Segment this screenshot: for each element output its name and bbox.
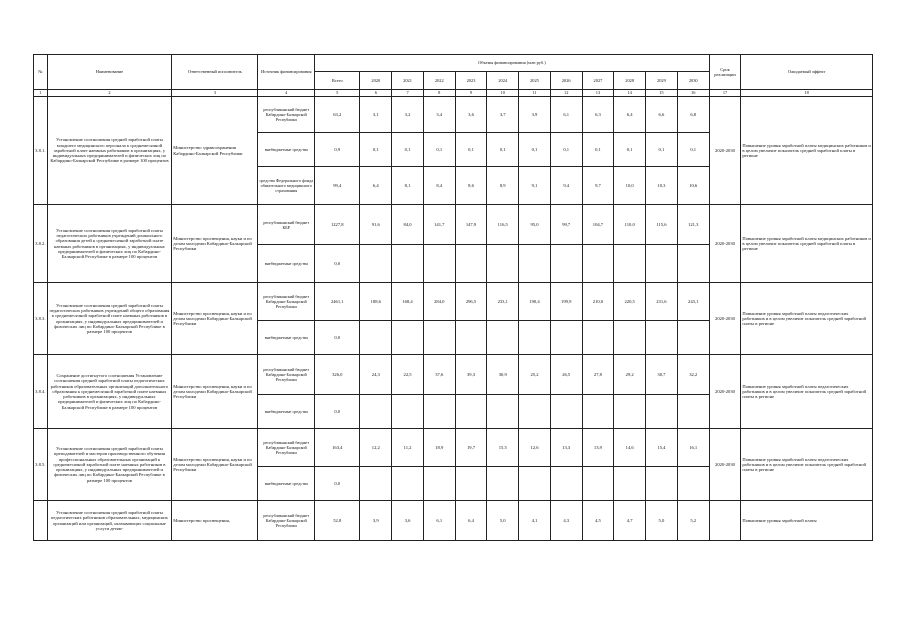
- header-year: 2021: [392, 72, 424, 90]
- row-value: 243,1: [677, 283, 709, 321]
- column-number: 14: [614, 90, 646, 97]
- row-period: 2020-2030: [709, 355, 741, 429]
- row-value: 30,7: [646, 355, 678, 395]
- row-name: Установление соотношения средней заработной платы преподавателей и мастеров производственного обучения профессиональных образовательных организаций к среднемесячной заработной плате наемных работников в организациях, у индивидуальных предпринимателей и физических лиц по Кабардино-Балкарской Республике в размере 100 процентов: [47, 429, 172, 501]
- header-name: Наименование: [47, 55, 172, 90]
- row-name: Установление соотношения средней заработной платы младшего медицинского персонала к среднемесячной заработной плате наемных работников в организациях, у индивидуальных предпринимателей и физических лиц по Кабардино-Балкарской Республике в размере 100 процентов: [47, 97, 172, 205]
- row-value: 8,4: [423, 167, 455, 205]
- row-executor: Министерство здравоохранения Кабардино-Балкарской Республики: [172, 97, 258, 205]
- row-value: 4,5: [582, 501, 614, 541]
- row-value: 14,6: [614, 429, 646, 467]
- row-value: [582, 321, 614, 355]
- row-value: [392, 321, 424, 355]
- row-value: [550, 321, 582, 355]
- header-year: 2024: [487, 72, 519, 90]
- row-source: внебюджетные средства: [258, 245, 315, 283]
- row-value: 8,1: [392, 167, 424, 205]
- row-value: 99,7: [550, 205, 582, 245]
- row-value: 296,5: [455, 283, 487, 321]
- row-executor: Министерство просвещения, науки и по делам молодежи Кабардино-Балкарской Республики: [172, 283, 258, 355]
- row-value: [487, 321, 519, 355]
- row-value: 13,3: [550, 429, 582, 467]
- row-value: 3,4: [423, 97, 455, 133]
- row-value: 0,1: [646, 133, 678, 167]
- row-value: [646, 395, 678, 429]
- row-value: [519, 395, 551, 429]
- row-source: внебюджетные средства: [258, 467, 315, 501]
- column-number: 3: [172, 90, 258, 97]
- row-value: [360, 321, 392, 355]
- row-value: [614, 395, 646, 429]
- row-value: [360, 467, 392, 501]
- row-value: 0,1: [455, 133, 487, 167]
- row-value: [392, 395, 424, 429]
- row-value: [455, 395, 487, 429]
- row-value: 4,1: [519, 501, 551, 541]
- row-value: 84,0: [392, 205, 424, 245]
- row-value: 6,4: [455, 501, 487, 541]
- row-value: 121,3: [677, 205, 709, 245]
- row-value: [487, 245, 519, 283]
- row-value: [550, 245, 582, 283]
- row-value: 115,6: [646, 205, 678, 245]
- row-value: 116,5: [487, 205, 519, 245]
- header-year: 2027: [582, 72, 614, 90]
- row-value: [487, 395, 519, 429]
- row-value: 9,4: [550, 167, 582, 205]
- row-value: 39,3: [455, 355, 487, 395]
- header-year: 2025: [519, 72, 551, 90]
- row-value: [550, 467, 582, 501]
- row-total: 63,2: [315, 97, 360, 133]
- row-value: [614, 245, 646, 283]
- row-total: 0,0: [315, 395, 360, 429]
- row-effect: Повышение уровня заработной платы медицинских работников и в целом увеличит показатель средней заработной платы в регионе: [741, 97, 873, 205]
- column-number: 11: [519, 90, 551, 97]
- row-total: 0,0: [315, 321, 360, 355]
- row-value: 147,9: [455, 205, 487, 245]
- row-total: 0,0: [315, 467, 360, 501]
- row-value: 6,1: [550, 97, 582, 133]
- row-value: 231,6: [646, 283, 678, 321]
- header-year: 2026: [550, 72, 582, 90]
- row-value: 6,4: [614, 97, 646, 133]
- column-number: 16: [677, 90, 709, 97]
- row-value: 3,7: [487, 97, 519, 133]
- table-row: [34, 355, 873, 395]
- row-value: 15,4: [646, 429, 678, 467]
- row-value: 9,7: [582, 167, 614, 205]
- row-source: республиканский бюджет Кабардино-Балкарской Республики: [258, 97, 315, 133]
- row-value: [455, 245, 487, 283]
- row-value: [646, 245, 678, 283]
- row-total: 99,4: [315, 167, 360, 205]
- table-row: [34, 97, 873, 133]
- row-source: республиканский бюджет Кабардино-Балкарской Республики: [258, 355, 315, 395]
- header-source: Источник финансирования: [258, 55, 315, 90]
- table-row: [34, 283, 873, 321]
- row-name: Установление соотношения средней заработной платы педагогических работников учреждений общего образования к среднемесячной заработной плате наемных работников в организациях, у индивидуальных предпринимателей и физических лиц по Кабардино-Балкарской Республике в размере 100 процентов: [47, 283, 172, 355]
- row-value: [423, 395, 455, 429]
- row-value: 141,7: [423, 205, 455, 245]
- row-total: 2461,1: [315, 283, 360, 321]
- row-value: 0,1: [360, 133, 392, 167]
- row-source: республиканский бюджет Кабардино-Балкарской Республики: [258, 283, 315, 321]
- row-value: 6,3: [582, 97, 614, 133]
- row-value: [487, 467, 519, 501]
- row-id: 3.8.2.: [34, 205, 48, 283]
- column-number: 13: [582, 90, 614, 97]
- row-value: 5,0: [487, 501, 519, 541]
- row-value: [582, 395, 614, 429]
- row-value: 0,1: [423, 133, 455, 167]
- row-value: [614, 321, 646, 355]
- row-value: [423, 467, 455, 501]
- row-value: 3,9: [360, 501, 392, 541]
- row-value: 3,6: [455, 97, 487, 133]
- header-effect: Ожидаемый эффект: [741, 55, 873, 90]
- row-total: 52,8: [315, 501, 360, 541]
- row-value: 13,9: [582, 429, 614, 467]
- header-year: 2022: [423, 72, 455, 90]
- header-total: Всего: [315, 72, 360, 90]
- column-number: 9: [455, 90, 487, 97]
- row-value: 27,8: [582, 355, 614, 395]
- row-value: 0,1: [677, 133, 709, 167]
- column-number: 2: [47, 90, 172, 97]
- row-value: 95,0: [519, 205, 551, 245]
- row-value: 32,2: [677, 355, 709, 395]
- row-value: [360, 395, 392, 429]
- row-total: 163,4: [315, 429, 360, 467]
- row-value: [646, 321, 678, 355]
- row-period: [709, 501, 741, 541]
- row-value: [519, 467, 551, 501]
- row-value: 37,6: [423, 355, 455, 395]
- row-value: [423, 245, 455, 283]
- row-value: [392, 467, 424, 501]
- row-value: 6,4: [360, 167, 392, 205]
- column-number: 7: [392, 90, 424, 97]
- row-value: 233,1: [487, 283, 519, 321]
- document-sheet: [33, 54, 873, 566]
- row-value: 91,6: [360, 205, 392, 245]
- row-total: 326,0: [315, 355, 360, 395]
- row-executor: Министерство просвещения, науки и по делам молодежи Кабардино-Балкарской Республики: [172, 205, 258, 283]
- row-value: 29,2: [614, 355, 646, 395]
- header-year: 2030: [677, 72, 709, 90]
- row-total: 1227,8: [315, 205, 360, 245]
- row-value: 8,9: [487, 167, 519, 205]
- header-year: 2023: [455, 72, 487, 90]
- row-value: [614, 467, 646, 501]
- row-source: республиканский бюджет Кабардино-Балкарской Республики: [258, 501, 315, 541]
- row-source: средства Федерального фонда обязательного медицинского страхования: [258, 167, 315, 205]
- header-volume: Объемы финансирования (млн руб.): [315, 55, 710, 72]
- row-value: 0,1: [614, 133, 646, 167]
- table-row: [34, 205, 873, 245]
- row-value: 4,7: [614, 501, 646, 541]
- row-value: 26,5: [550, 355, 582, 395]
- row-value: [360, 245, 392, 283]
- row-value: 0,1: [550, 133, 582, 167]
- row-value: [392, 245, 424, 283]
- row-value: 0,1: [392, 133, 424, 167]
- column-number: 18: [741, 90, 873, 97]
- row-effect: Повышение уровня заработной платы медицинских работников и в целом увеличит показатель средней заработной платы в регионе: [741, 205, 873, 283]
- row-value: 5,0: [646, 501, 678, 541]
- row-executor: Министерство просвещения, науки и по делам молодежи Кабардино-Балкарской Республики: [172, 355, 258, 429]
- row-value: 10,0: [614, 167, 646, 205]
- row-effect: Повышение уровня заработной платы: [741, 501, 873, 541]
- row-value: 11,2: [392, 429, 424, 467]
- row-value: 19,7: [455, 429, 487, 467]
- column-number: 10: [487, 90, 519, 97]
- row-source: республиканский бюджет КБР: [258, 205, 315, 245]
- row-effect: Повышение уровня заработной платы педагогических работников и в целом увеличит показатель средней заработной платы в регионе: [741, 283, 873, 355]
- header-year: 2020: [360, 72, 392, 90]
- row-value: 30,9: [487, 355, 519, 395]
- row-value: 9,1: [519, 167, 551, 205]
- row-value: 15,5: [487, 429, 519, 467]
- row-source: внебюджетные средства: [258, 321, 315, 355]
- row-value: 4,3: [550, 501, 582, 541]
- row-period: 2020-2030: [709, 205, 741, 283]
- row-value: 18,9: [423, 429, 455, 467]
- row-value: [677, 467, 709, 501]
- row-value: 168,4: [392, 283, 424, 321]
- row-value: 190,4: [519, 283, 551, 321]
- column-number: 4: [258, 90, 315, 97]
- financing-table: [33, 54, 873, 541]
- column-number: 1: [34, 90, 48, 97]
- column-number: 5: [315, 90, 360, 97]
- row-value: 12,2: [360, 429, 392, 467]
- column-number: 6: [360, 90, 392, 97]
- row-value: 0,1: [519, 133, 551, 167]
- row-value: 6,6: [646, 97, 678, 133]
- header-year: 2029: [646, 72, 678, 90]
- row-period: 2020-2030: [709, 283, 741, 355]
- row-name: Установление соотношения средней заработной платы педагогических работников образовательных, медицинских организаций или организаций, оказывающих социальные услуги детям-: [47, 501, 172, 541]
- row-value: 6,8: [677, 97, 709, 133]
- row-value: 110,0: [614, 205, 646, 245]
- row-value: 104,7: [582, 205, 614, 245]
- row-executor: Министерство просвещения, науки и по делам молодежи Кабардино-Балкарской Республики: [172, 429, 258, 501]
- row-value: 25,2: [519, 355, 551, 395]
- row-value: 220,5: [614, 283, 646, 321]
- table-row: [34, 429, 873, 467]
- row-value: [582, 245, 614, 283]
- row-source: внебюджетные средства: [258, 133, 315, 167]
- row-source: республиканский бюджет Кабардино-Балкарской Республики: [258, 429, 315, 467]
- row-value: 10,3: [646, 167, 678, 205]
- row-id: 3.8.4.: [34, 355, 48, 429]
- row-id: [34, 501, 48, 541]
- row-value: 199,9: [550, 283, 582, 321]
- row-value: 22,5: [392, 355, 424, 395]
- row-total: 0,0: [315, 245, 360, 283]
- row-total: 0,9: [315, 133, 360, 167]
- header-year: 2028: [614, 72, 646, 90]
- row-value: 0,1: [487, 133, 519, 167]
- row-value: 210,0: [582, 283, 614, 321]
- row-value: [455, 467, 487, 501]
- row-value: [677, 245, 709, 283]
- row-period: 2020-2030: [709, 97, 741, 205]
- row-value: 24,3: [360, 355, 392, 395]
- row-id: 3.8.1.: [34, 97, 48, 205]
- row-period: 2020-2030: [709, 429, 741, 501]
- row-value: 284,0: [423, 283, 455, 321]
- row-executor: Министерство просвещения,: [172, 501, 258, 541]
- row-value: 3,2: [392, 97, 424, 133]
- column-number: 15: [646, 90, 678, 97]
- column-number: 17: [709, 90, 741, 97]
- row-value: [455, 321, 487, 355]
- header-number: №: [34, 55, 48, 90]
- row-value: [519, 245, 551, 283]
- row-source: внебюджетные средства: [258, 395, 315, 429]
- row-effect: Повышение уровня заработной платы педагогических работников и в целом увеличит показатель средней заработной платы в регионе: [741, 429, 873, 501]
- column-number: 8: [423, 90, 455, 97]
- header-period: Срок реализации: [709, 55, 741, 90]
- row-value: 3,9: [519, 97, 551, 133]
- row-id: 3.8.5.: [34, 429, 48, 501]
- row-value: 12,6: [519, 429, 551, 467]
- row-value: 0,1: [582, 133, 614, 167]
- row-value: 16,1: [677, 429, 709, 467]
- row-value: 8,6: [455, 167, 487, 205]
- row-value: 5,2: [677, 501, 709, 541]
- row-value: [519, 321, 551, 355]
- row-value: [677, 321, 709, 355]
- row-value: 188,6: [360, 283, 392, 321]
- row-value: 3,6: [392, 501, 424, 541]
- row-effect: Повышение уровня заработной платы педагогических работников и в целом увеличит показатель средней заработной платы в регионе: [741, 355, 873, 429]
- row-value: 6,1: [423, 501, 455, 541]
- row-value: [423, 321, 455, 355]
- row-value: 10,6: [677, 167, 709, 205]
- row-id: 3.8.3.: [34, 283, 48, 355]
- header-executor: Ответственный исполнитель: [172, 55, 258, 90]
- row-value: [677, 395, 709, 429]
- row-name: Сохранение достигнутого соотношения Установление соотношения средней заработной платы педагогических работников образовательных организаций дополнительного образования к среднемесячной заработной плате наемных работников в организациях, у индивидуальных предпринимателей и физических лиц по Кабардино-Балкарской Республике в размере 100 процентов: [47, 355, 172, 429]
- table-row: [34, 501, 873, 541]
- column-number: 12: [550, 90, 582, 97]
- row-name: Установление соотношения средней заработной платы педагогических работников учреждений дошкольного образования детей к среднемесячной заработной плате наемных работников в организациях, у индивидуальных предпринимателей и физических лиц по Кабардино-Балкарской Республике в размере 100 процентов: [47, 205, 172, 283]
- row-value: 3,1: [360, 97, 392, 133]
- row-value: [646, 467, 678, 501]
- row-value: [550, 395, 582, 429]
- row-value: [582, 467, 614, 501]
